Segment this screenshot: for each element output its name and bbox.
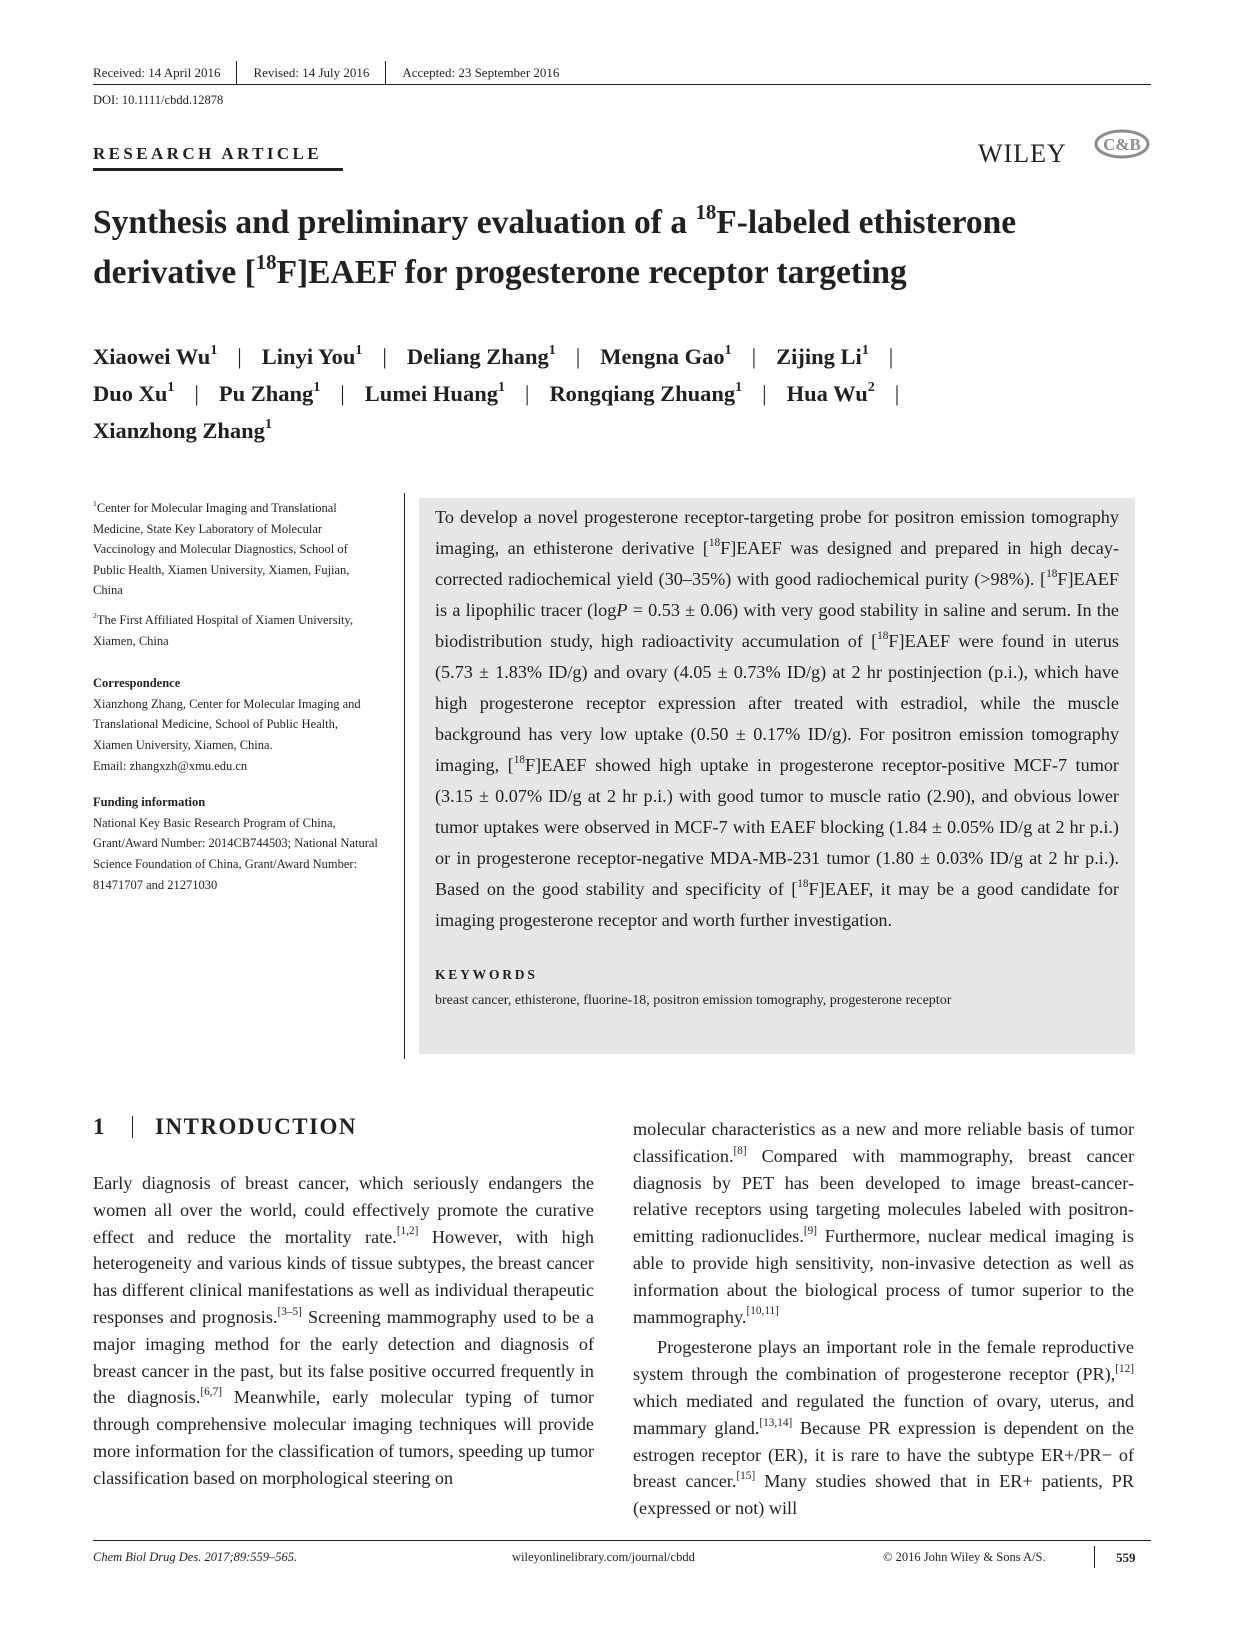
revised-date: Revised: 14 July 2016 [253, 65, 370, 80]
citation-ref[interactable]: [3–5] [277, 1305, 302, 1318]
author-line [93, 412, 1153, 449]
intro-paragraph: Early diagnosis of breast cancer, which seriously endangers the women all over the world, could effectively promote the curative effect and reduce the mortality rate.[1,2] However, with high heterogeneity and various kinds of tissue subtypes, the breast cancer has different clinical manifestations as well as individual therapeutic responses and prognosis.[3–5] Screening mammography used to be a major imaging method for the early detection and diagnosis of breast cancer in the past, but its false positive occurred frequently in the diagnosis.[6,7] Meanwhile, early molecular typing of tumor through comprehensive molecular imaging techniques will provide more information for the classification of tumors, speeding up tumor classification based on morphological steering on [93, 1173, 594, 1488]
author[interactable]: Pu Zhang$^1$ [218, 380, 321, 406]
page-number: 559 [1116, 1550, 1136, 1565]
citation-ref[interactable]: [8] [733, 1144, 747, 1157]
section-divider [132, 1116, 133, 1138]
abstract-text: To develop a novel progesterone receptor-targeting probe for positron emission tomography imaging, an ethisterone derivative [$^{18}$F]EAEF was designed and prepared in high decay-corrected radiochemical yield (30–35%) with good radiochemical purity (>98%). [$^{18}$F]EAEF is a lipophilic tracer (logP = 0.53 ± 0.06) with very good stability in saline and serum. In the biodistribution study, high radioactivity accumulation of [$^{18}$F]EAEF were found in uterus (5.73 ± 1.83% ID/g) and ovary (4.05 ± 0.73% ID/g) at 2 hr postinjection (p.i.), which have high progesterone receptor expression after treated with estradiol, while the muscle background has very low uptake (0.50 ± 0.17% ID/g). For positron emission tomography imaging, [$^{18}$F]EAEF showed high uptake in progesterone receptor-positive MCF-7 tumor (3.15 ± 0.07% ID/g at 2 hr p.i.) with good tumor to muscle ratio (2.90), and obvious lower tumor uptakes were observed in MCF-7 with EAEF blocking (1.84 ± 0.05% ID/g at 2 hr p.i.) or in progesterone receptor-negative MDA-MB-231 tumor (1.80 ± 0.03% ID/g at 2 hr p.i.). Based on the good stability and specificity of [$^{18}$F]EAEF, it may be a good candidate for imaging progesterone receptor and worth further investigation. [435, 507, 1120, 930]
keywords-heading: KEYWORDS [435, 967, 538, 982]
citation-ref[interactable]: [6,7] [200, 1386, 222, 1399]
footer-citation: Chem Biol Drug Des. 2017;89:559–565. [93, 1550, 298, 1564]
article-type: RESEARCH ARTICLE [93, 144, 323, 163]
citation-ref[interactable]: [1,2] [396, 1225, 419, 1238]
funding-heading: Funding information [93, 795, 206, 810]
header-rule [93, 84, 1151, 85]
correspondence-text: Xianzhong Zhang, Center for Molecular Imaging and Translational Medicine, School of Public Health, Xiamen University, Xiamen, China. [93, 696, 361, 752]
doi[interactable]: DOI: 10.1111/cbdd.12878 [93, 93, 224, 107]
journal-logo [1092, 128, 1152, 164]
article-type-underline [93, 168, 343, 171]
footer-copyright: © 2016 John Wiley & Sons A/S. [883, 1550, 1046, 1564]
citation-ref[interactable]: [15] [736, 1470, 756, 1483]
article-dates [93, 61, 559, 85]
intro-paragraph: Progesterone plays an important role in the female reproductive system through the combination of progesterone receptor (PR),[12] which mediated and regulated the function of ovary, uterus, and mammary gland.[13,14] Because PR expression is dependent on the estrogen receptor (ER), it is rare to have the subtype ER+/PR− of breast cancer.[15] Many studies showed that in ER+ patients, PR (expressed or not) will [633, 1337, 1134, 1519]
received-date: Received: 14 April 2016 [93, 65, 221, 80]
intro-paragraph: molecular characteristics as a new and more reliable basis of tumor classification.[8] Compared with mammography, breast cancer diagnosis by PET has been developed to image breast-cancer-relative receptors using targeting molecules labeled with positron-emitting radionuclides.[9] Furthermore, nuclear medical imaging is able to provide high sensitivity, non-invasive detection as well as information about the biological process of tumor superior to the mammography.[10,11] [633, 1119, 1134, 1327]
section-number: 1 [93, 1114, 106, 1139]
author-list [93, 338, 1153, 449]
journal-logo-text: C&B [1103, 135, 1141, 154]
citation-ref[interactable]: [12] [1115, 1362, 1134, 1375]
funding-text: National Key Basic Research Program of China, Grant/Award Number: 2014CB744503; National Natural Science Foundation of China, Grant/Award Number: 81471707 and 21271030 [93, 815, 378, 892]
author[interactable]: Zijing Li$^1$ [776, 343, 869, 369]
author-line: Xiaowei Wu$^1$ | Linyi You$^1$ | Deliang Zhang$^1$ | Mengna Gao$^1$ | Zijing Li$^1$ | [93, 343, 894, 369]
author[interactable]: Linyi You$^1$ [261, 343, 363, 369]
citation-ref[interactable]: [13,14] [759, 1416, 793, 1429]
footer-divider [1094, 1546, 1095, 1568]
author-line: Duo Xu$^1$ | Pu Zhang$^1$ | Lumei Huang$^1$ | Rongqiang Zhuang$^1$ | Hua Wu$^2$ | [93, 380, 900, 406]
correspondence-heading: Correspondence [93, 676, 181, 691]
author[interactable]: Rongqiang Zhuang$^1$ [549, 380, 743, 406]
body-column-right [633, 1116, 1134, 1522]
affiliation-1: $^1$Center for Molecular Imaging and Translational Medicine, State Key Laboratory of Molecular Vaccinology and Molecular Diagnostics, School of Public Health, Xiamen University, Xiamen, Fujian, China [93, 499, 350, 598]
accepted-date: Accepted: 23 September 2016 [402, 65, 560, 80]
publisher-logo: WILEY [978, 139, 1067, 168]
author[interactable]: Hua Wu$^2$ [786, 380, 875, 406]
author[interactable]: Deliang Zhang$^1$ [406, 343, 556, 369]
author[interactable]: Duo Xu$^1$ [93, 380, 175, 406]
footer-url[interactable]: wileyonlinelibrary.com/journal/cbdd [512, 1550, 695, 1564]
author[interactable]: Mengna Gao$^1$ [600, 343, 732, 369]
affiliations-panel [93, 498, 378, 904]
affiliation-2: $^2$The First Affiliated Hospital of Xiamen University, Xiamen, China [93, 611, 354, 648]
section-heading [93, 1114, 357, 1140]
date-divider [385, 61, 386, 85]
section-title: INTRODUCTION [155, 1114, 358, 1139]
keywords-list: breast cancer, ethisterone, fluorine-18, positron emission tomography, progesterone receptor [435, 993, 952, 1008]
abstract-divider [404, 493, 405, 1059]
journal-logo-icon [1092, 128, 1152, 164]
body-column-left [93, 1170, 594, 1492]
citation-ref[interactable]: [9] [803, 1225, 818, 1237]
citation-ref[interactable]: [10,11] [746, 1305, 779, 1318]
author[interactable]: Lumei Huang$^1$ [364, 380, 505, 406]
author[interactable]: Xianzhong Zhang$^1$ [93, 417, 272, 443]
author[interactable]: Xiaowei Wu$^1$ [93, 343, 218, 369]
article-title: Synthesis and preliminary evaluation of a $^{18}$F-labeled ethisterone derivative [$^{18}$F]EAEF for progesterone receptor targeting [93, 200, 1017, 291]
date-divider [236, 61, 237, 85]
abstract-box [419, 498, 1135, 1054]
correspondence-email[interactable]: Email: zhangxzh@xmu.edu.cn [93, 758, 248, 773]
footer-rule [93, 1540, 1151, 1541]
